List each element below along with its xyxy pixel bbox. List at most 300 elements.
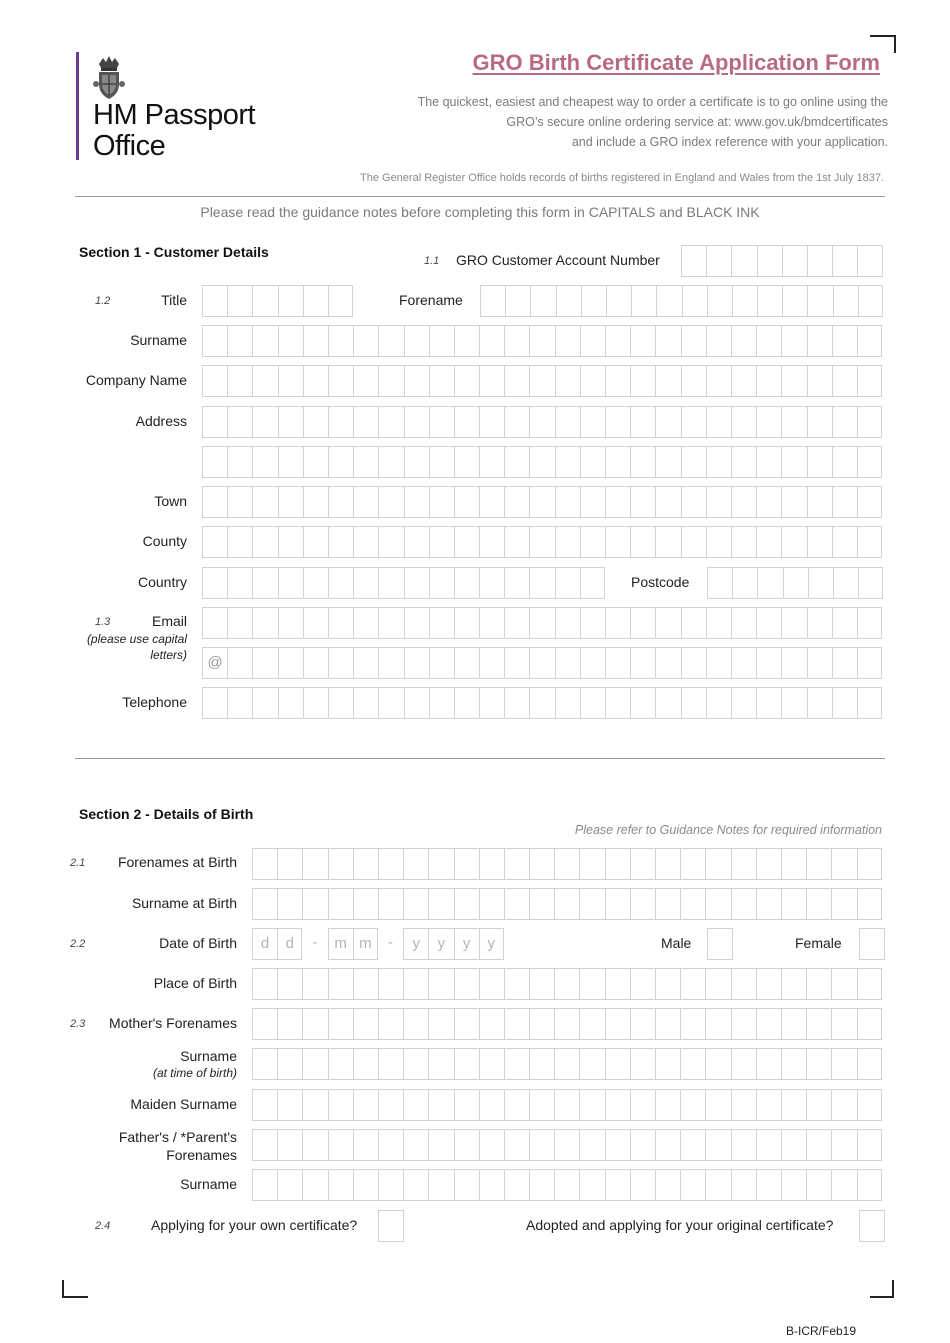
character-box[interactable] [831, 1129, 856, 1161]
character-box[interactable] [605, 1048, 630, 1080]
character-box[interactable] [429, 365, 454, 397]
character-box[interactable] [705, 1008, 730, 1040]
character-box[interactable] [706, 245, 731, 277]
character-box[interactable] [857, 446, 882, 478]
character-box[interactable] [278, 406, 303, 438]
character-box[interactable] [655, 325, 680, 357]
character-box[interactable] [831, 968, 856, 1000]
character-box[interactable] [303, 647, 328, 679]
character-box[interactable] [655, 1129, 680, 1161]
character-box[interactable] [630, 888, 655, 920]
character-box[interactable] [555, 567, 580, 599]
character-box[interactable] [277, 1169, 302, 1201]
character-box[interactable] [428, 1129, 453, 1161]
forenames-at-birth-input[interactable] [252, 848, 882, 880]
character-box[interactable] [781, 607, 806, 639]
character-box[interactable] [504, 1048, 529, 1080]
character-box[interactable] [529, 486, 554, 518]
character-box[interactable] [504, 687, 529, 719]
character-box[interactable] [605, 848, 630, 880]
character-box[interactable] [680, 1048, 705, 1080]
character-box[interactable] [756, 406, 781, 438]
character-box[interactable] [428, 1169, 453, 1201]
character-box[interactable] [580, 486, 605, 518]
character-box[interactable] [252, 406, 277, 438]
character-box[interactable] [529, 848, 554, 880]
character-box[interactable] [706, 365, 731, 397]
character-box[interactable] [504, 968, 529, 1000]
character-box[interactable] [454, 1048, 479, 1080]
character-box[interactable] [479, 968, 504, 1000]
character-box[interactable] [580, 687, 605, 719]
character-box[interactable] [579, 968, 604, 1000]
character-box[interactable] [806, 968, 831, 1000]
character-box[interactable] [252, 446, 277, 478]
month-digit-1[interactable]: m [328, 928, 353, 960]
character-box[interactable] [681, 325, 706, 357]
own-certificate-checkbox[interactable] [378, 1210, 404, 1242]
character-box[interactable] [731, 325, 756, 357]
character-box[interactable] [605, 325, 630, 357]
character-box[interactable] [756, 888, 781, 920]
character-box[interactable] [378, 1089, 403, 1121]
character-box[interactable] [328, 647, 353, 679]
character-box[interactable] [555, 365, 580, 397]
character-box[interactable] [353, 325, 378, 357]
character-box[interactable] [505, 285, 530, 317]
character-box[interactable] [580, 526, 605, 558]
character-box[interactable] [278, 687, 303, 719]
character-box[interactable] [857, 1008, 882, 1040]
character-box[interactable] [781, 888, 806, 920]
character-box[interactable] [479, 888, 504, 920]
character-box[interactable] [227, 567, 252, 599]
character-box[interactable] [655, 848, 680, 880]
character-box[interactable] [378, 888, 403, 920]
character-box[interactable] [504, 567, 529, 599]
character-box[interactable] [605, 687, 630, 719]
character-box[interactable] [529, 567, 554, 599]
character-box[interactable] [756, 1089, 781, 1121]
character-box[interactable] [303, 325, 328, 357]
character-box[interactable] [705, 1048, 730, 1080]
character-box[interactable] [504, 406, 529, 438]
character-box[interactable] [757, 285, 782, 317]
place-of-birth-input[interactable] [252, 968, 882, 1000]
character-box[interactable] [555, 325, 580, 357]
character-box[interactable] [504, 888, 529, 920]
character-box[interactable] [580, 567, 605, 599]
character-box[interactable] [328, 888, 353, 920]
character-box[interactable] [328, 1129, 353, 1161]
character-box[interactable] [403, 968, 428, 1000]
character-box[interactable] [731, 446, 756, 478]
character-box[interactable] [353, 848, 378, 880]
character-box[interactable] [579, 1048, 604, 1080]
character-box[interactable] [303, 285, 328, 317]
character-box[interactable] [353, 406, 378, 438]
character-box[interactable] [530, 285, 555, 317]
character-box[interactable] [504, 607, 529, 639]
character-box[interactable] [303, 446, 328, 478]
character-box[interactable] [630, 1089, 655, 1121]
character-box[interactable] [529, 888, 554, 920]
character-box[interactable] [252, 526, 277, 558]
character-box[interactable] [579, 888, 604, 920]
character-box[interactable] [806, 1048, 831, 1080]
character-box[interactable] [202, 687, 227, 719]
character-box[interactable] [252, 325, 277, 357]
character-box[interactable] [655, 968, 680, 1000]
character-box[interactable] [781, 365, 806, 397]
character-box[interactable] [605, 486, 630, 518]
character-box[interactable] [428, 1089, 453, 1121]
character-box[interactable] [781, 486, 806, 518]
email-line-1-input[interactable] [202, 607, 882, 639]
character-box[interactable] [605, 365, 630, 397]
character-box[interactable] [655, 1169, 680, 1201]
character-box[interactable] [605, 1008, 630, 1040]
character-box[interactable] [227, 526, 252, 558]
character-box[interactable] [454, 687, 479, 719]
character-box[interactable] [554, 968, 579, 1000]
character-box[interactable] [227, 446, 252, 478]
character-box[interactable] [832, 446, 857, 478]
character-box[interactable] [303, 526, 328, 558]
character-box[interactable] [328, 687, 353, 719]
character-box[interactable] [705, 1169, 730, 1201]
character-box[interactable] [277, 1008, 302, 1040]
character-box[interactable] [529, 607, 554, 639]
character-box[interactable] [579, 1089, 604, 1121]
character-box[interactable] [480, 285, 505, 317]
character-box[interactable] [529, 325, 554, 357]
character-box[interactable] [580, 406, 605, 438]
character-box[interactable] [807, 406, 832, 438]
character-box[interactable] [454, 888, 479, 920]
character-box[interactable] [403, 888, 428, 920]
character-box[interactable] [806, 1169, 831, 1201]
character-box[interactable] [504, 1169, 529, 1201]
character-box[interactable] [504, 1089, 529, 1121]
character-box[interactable] [303, 365, 328, 397]
character-box[interactable] [858, 567, 883, 599]
character-box[interactable] [756, 365, 781, 397]
character-box[interactable] [555, 446, 580, 478]
character-box[interactable] [655, 365, 680, 397]
character-box[interactable] [832, 486, 857, 518]
character-box[interactable] [504, 848, 529, 880]
character-box[interactable] [504, 1129, 529, 1161]
character-box[interactable] [202, 446, 227, 478]
character-box[interactable] [781, 687, 806, 719]
character-box[interactable] [252, 285, 277, 317]
character-box[interactable] [831, 848, 856, 880]
maiden-surname-input[interactable] [252, 1089, 882, 1121]
character-box[interactable] [605, 968, 630, 1000]
character-box[interactable] [781, 848, 806, 880]
character-box[interactable] [252, 687, 277, 719]
character-box[interactable] [580, 365, 605, 397]
year-digit-4[interactable]: y [479, 928, 504, 960]
character-box[interactable] [403, 1048, 428, 1080]
character-box[interactable] [302, 1169, 327, 1201]
character-box[interactable] [529, 406, 554, 438]
character-box[interactable] [328, 365, 353, 397]
character-box[interactable] [278, 526, 303, 558]
character-box[interactable] [706, 647, 731, 679]
character-box[interactable] [579, 1008, 604, 1040]
character-box[interactable] [731, 406, 756, 438]
character-box[interactable] [630, 1008, 655, 1040]
character-box[interactable] [832, 647, 857, 679]
character-box[interactable] [655, 607, 680, 639]
character-box[interactable] [857, 848, 882, 880]
character-box[interactable] [328, 1089, 353, 1121]
character-box[interactable] [278, 365, 303, 397]
character-box[interactable] [454, 848, 479, 880]
character-box[interactable] [680, 888, 705, 920]
character-box[interactable] [655, 1048, 680, 1080]
character-box[interactable] [655, 406, 680, 438]
character-box[interactable] [277, 888, 302, 920]
mothers-forenames-input[interactable] [252, 1008, 882, 1040]
character-box[interactable] [756, 446, 781, 478]
character-box[interactable] [605, 647, 630, 679]
character-box[interactable] [706, 325, 731, 357]
character-box[interactable] [529, 968, 554, 1000]
character-box[interactable] [832, 365, 857, 397]
character-box[interactable] [731, 1008, 756, 1040]
character-box[interactable] [328, 406, 353, 438]
character-box[interactable] [605, 607, 630, 639]
character-box[interactable] [832, 406, 857, 438]
character-box[interactable] [252, 486, 277, 518]
month-digit-2[interactable]: m [353, 928, 378, 960]
character-box[interactable] [454, 486, 479, 518]
character-box[interactable] [781, 1048, 806, 1080]
character-box[interactable] [302, 888, 327, 920]
character-box[interactable] [756, 687, 781, 719]
character-box[interactable] [630, 968, 655, 1000]
character-box[interactable] [756, 647, 781, 679]
character-box[interactable] [404, 607, 429, 639]
character-box[interactable] [202, 526, 227, 558]
character-box[interactable] [202, 607, 227, 639]
character-box[interactable] [454, 446, 479, 478]
character-box[interactable] [353, 1089, 378, 1121]
character-box[interactable] [806, 1129, 831, 1161]
character-box[interactable] [756, 607, 781, 639]
character-box[interactable] [731, 687, 756, 719]
character-box[interactable] [756, 1169, 781, 1201]
character-box[interactable] [278, 607, 303, 639]
character-box[interactable] [479, 848, 504, 880]
character-box[interactable] [731, 607, 756, 639]
character-box[interactable] [630, 486, 655, 518]
character-box[interactable] [681, 245, 706, 277]
character-box[interactable] [328, 968, 353, 1000]
male-checkbox[interactable] [707, 928, 733, 960]
character-box[interactable] [378, 567, 403, 599]
character-box[interactable] [655, 1089, 680, 1121]
character-box[interactable] [529, 1129, 554, 1161]
character-box[interactable] [378, 968, 403, 1000]
character-box[interactable] [731, 245, 756, 277]
character-box[interactable] [832, 325, 857, 357]
character-box[interactable] [807, 245, 832, 277]
character-box[interactable] [428, 1048, 453, 1080]
character-box[interactable] [529, 1048, 554, 1080]
character-box[interactable] [227, 406, 252, 438]
character-box[interactable] [606, 285, 631, 317]
character-box[interactable] [781, 968, 806, 1000]
character-box[interactable] [682, 285, 707, 317]
character-box[interactable] [806, 888, 831, 920]
character-box[interactable] [454, 968, 479, 1000]
character-box[interactable] [707, 567, 732, 599]
character-box[interactable] [781, 446, 806, 478]
character-box[interactable] [681, 406, 706, 438]
character-box[interactable] [857, 526, 882, 558]
character-box[interactable] [404, 486, 429, 518]
mothers-surname-input[interactable] [252, 1048, 882, 1080]
character-box[interactable] [277, 1089, 302, 1121]
character-box[interactable] [807, 285, 832, 317]
character-box[interactable] [403, 848, 428, 880]
character-box[interactable] [278, 647, 303, 679]
character-box[interactable] [831, 1169, 856, 1201]
character-box[interactable] [378, 607, 403, 639]
character-box[interactable] [630, 526, 655, 558]
character-box[interactable] [656, 285, 681, 317]
character-box[interactable] [781, 1129, 806, 1161]
character-box[interactable] [807, 607, 832, 639]
character-box[interactable] [479, 1048, 504, 1080]
character-box[interactable] [479, 325, 504, 357]
character-box[interactable] [605, 526, 630, 558]
character-box[interactable] [630, 607, 655, 639]
character-box[interactable] [756, 848, 781, 880]
character-box[interactable] [378, 1048, 403, 1080]
character-box[interactable] [807, 446, 832, 478]
character-box[interactable] [605, 1129, 630, 1161]
character-box[interactable] [630, 406, 655, 438]
character-box[interactable] [858, 285, 883, 317]
character-box[interactable] [555, 687, 580, 719]
character-box[interactable] [807, 526, 832, 558]
character-box[interactable] [328, 526, 353, 558]
character-box[interactable] [353, 1048, 378, 1080]
character-box[interactable] [252, 1129, 277, 1161]
character-box[interactable] [680, 1089, 705, 1121]
character-box[interactable] [428, 848, 453, 880]
character-box[interactable] [706, 687, 731, 719]
character-box[interactable] [429, 406, 454, 438]
character-box[interactable] [454, 365, 479, 397]
character-box[interactable] [655, 486, 680, 518]
character-box[interactable] [378, 647, 403, 679]
character-box[interactable] [580, 647, 605, 679]
character-box[interactable] [353, 526, 378, 558]
character-box[interactable] [328, 325, 353, 357]
character-box[interactable] [782, 285, 807, 317]
character-box[interactable] [252, 647, 277, 679]
character-box[interactable] [454, 325, 479, 357]
character-box[interactable] [278, 285, 303, 317]
character-box[interactable] [378, 325, 403, 357]
character-box[interactable] [857, 325, 882, 357]
character-box[interactable] [630, 325, 655, 357]
character-box[interactable] [454, 567, 479, 599]
character-box[interactable] [429, 486, 454, 518]
character-box[interactable] [731, 1048, 756, 1080]
character-box[interactable] [857, 245, 882, 277]
character-box[interactable] [732, 285, 757, 317]
character-box[interactable] [781, 1008, 806, 1040]
character-box[interactable] [655, 687, 680, 719]
character-box[interactable] [479, 406, 504, 438]
character-box[interactable] [504, 365, 529, 397]
character-box[interactable] [681, 607, 706, 639]
character-box[interactable] [681, 687, 706, 719]
character-box[interactable] [807, 325, 832, 357]
town-input[interactable] [202, 486, 882, 518]
character-box[interactable] [353, 687, 378, 719]
character-box[interactable] [630, 647, 655, 679]
character-box[interactable] [252, 1048, 277, 1080]
character-box[interactable] [404, 325, 429, 357]
character-box[interactable] [328, 1169, 353, 1201]
character-box[interactable] [806, 848, 831, 880]
character-box[interactable] [831, 1048, 856, 1080]
character-box[interactable] [252, 848, 277, 880]
character-box[interactable] [555, 486, 580, 518]
character-box[interactable] [454, 526, 479, 558]
character-box[interactable] [378, 486, 403, 518]
character-box[interactable] [252, 888, 277, 920]
character-box[interactable] [302, 1008, 327, 1040]
character-box[interactable] [680, 1169, 705, 1201]
character-box[interactable] [429, 446, 454, 478]
fathers-surname-input[interactable] [252, 1169, 882, 1201]
character-box[interactable] [303, 406, 328, 438]
character-box[interactable] [579, 1129, 604, 1161]
character-box[interactable] [479, 567, 504, 599]
company-name-input[interactable] [202, 365, 882, 397]
character-box[interactable] [403, 1169, 428, 1201]
character-box[interactable] [277, 848, 302, 880]
character-box[interactable] [504, 325, 529, 357]
character-box[interactable] [529, 365, 554, 397]
character-box[interactable] [833, 285, 858, 317]
character-box[interactable] [252, 607, 277, 639]
character-box[interactable] [479, 526, 504, 558]
character-box[interactable] [479, 1169, 504, 1201]
character-box[interactable] [454, 1089, 479, 1121]
character-box[interactable] [429, 647, 454, 679]
character-box[interactable] [428, 888, 453, 920]
year-digit-1[interactable]: y [403, 928, 428, 960]
character-box[interactable] [579, 848, 604, 880]
character-box[interactable] [429, 325, 454, 357]
character-box[interactable] [227, 365, 252, 397]
character-box[interactable] [781, 1089, 806, 1121]
character-box[interactable] [454, 406, 479, 438]
character-box[interactable] [504, 647, 529, 679]
character-box[interactable] [404, 446, 429, 478]
character-box[interactable] [353, 968, 378, 1000]
